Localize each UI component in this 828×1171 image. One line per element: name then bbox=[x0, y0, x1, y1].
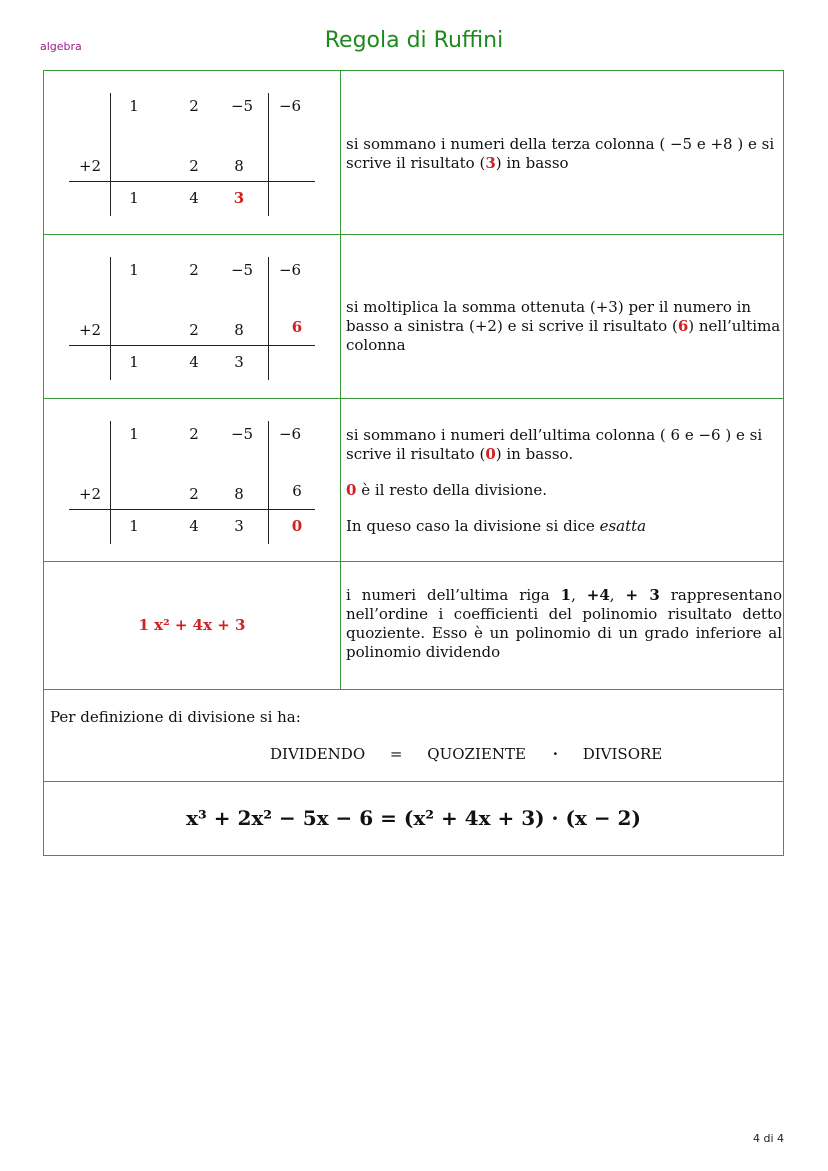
page-number: 4 di 4 bbox=[752, 1132, 784, 1145]
divisor: +2 bbox=[78, 157, 102, 175]
quotient-description: i numeri dell’ultima riga 1, +4, + 3 rappresentano nell’ordine i coefficienti del polinomio risultato detto quoziente. Esso è un polinomio di un grado inferiore al polinomio dividendo bbox=[346, 586, 782, 661]
coef: 2 bbox=[189, 97, 199, 115]
step-1-description: si sommano i numeri della terza colonna ( −5 e +8 ) e si scrive il risultato (3) in basso bbox=[346, 135, 775, 172]
coef: −5 bbox=[230, 97, 254, 115]
result: 4 bbox=[189, 353, 199, 371]
product: 8 bbox=[234, 157, 244, 175]
result: 4 bbox=[189, 189, 199, 207]
divisor: +2 bbox=[78, 485, 102, 503]
ruffini-scheme-2 bbox=[44, 235, 340, 398]
step-2-description: si moltiplica la somma ottenuta (+3) per il numero in basso a sinistra (+2) e si scrive il risultato (6) nell’ultima colonna bbox=[346, 298, 781, 354]
page-title: Regola di Ruffini bbox=[324, 28, 504, 53]
ruffini-scheme-1 bbox=[44, 71, 340, 234]
result: 1 bbox=[129, 517, 139, 535]
result: 3 bbox=[234, 353, 244, 371]
result: 3 bbox=[234, 517, 244, 535]
coef: 1 bbox=[129, 97, 139, 115]
remainder-highlight: 0 bbox=[291, 517, 303, 535]
final-equation: x³ + 2x² − 5x − 6 = (x² + 4x + 3) · (x − 2) bbox=[186, 806, 641, 830]
coef: 1 bbox=[129, 261, 139, 279]
definition-label: Per definizione di divisione si ha: bbox=[50, 708, 301, 726]
product: 2 bbox=[189, 321, 199, 339]
product-highlight: 6 bbox=[291, 318, 303, 336]
result-highlight: 3 bbox=[233, 189, 245, 207]
coef: 2 bbox=[189, 261, 199, 279]
product: 2 bbox=[189, 157, 199, 175]
quotient-expression: 1 x² + 4x + 3 bbox=[138, 616, 246, 634]
step-3-description: si sommano i numeri dell’ultima colonna ( 6 e −6 ) e si scrive il risultato (0) in basso. 0 è il resto della divisione. In queso caso la divisione si dice esatta bbox=[346, 426, 763, 535]
coef: −5 bbox=[230, 425, 254, 443]
ruffini-scheme-3 bbox=[44, 399, 340, 562]
result: 4 bbox=[189, 517, 199, 535]
row-divider bbox=[44, 689, 783, 690]
coef: −5 bbox=[230, 261, 254, 279]
column-divider bbox=[340, 71, 341, 689]
product: 8 bbox=[234, 485, 244, 503]
coef: 2 bbox=[189, 425, 199, 443]
content-table bbox=[43, 70, 784, 856]
row-divider bbox=[44, 781, 783, 782]
coef: −6 bbox=[278, 261, 302, 279]
subject-label: algebra bbox=[40, 40, 82, 53]
divisor: +2 bbox=[78, 321, 102, 339]
product: 8 bbox=[234, 321, 244, 339]
coef: 1 bbox=[129, 425, 139, 443]
definition-equation: DIVIDENDO = QUOZIENTE · DIVISORE bbox=[270, 745, 663, 763]
result: 1 bbox=[129, 189, 139, 207]
coef: −6 bbox=[278, 97, 302, 115]
product: 2 bbox=[189, 485, 199, 503]
result: 1 bbox=[129, 353, 139, 371]
coef: −6 bbox=[278, 425, 302, 443]
product: 6 bbox=[292, 482, 302, 500]
